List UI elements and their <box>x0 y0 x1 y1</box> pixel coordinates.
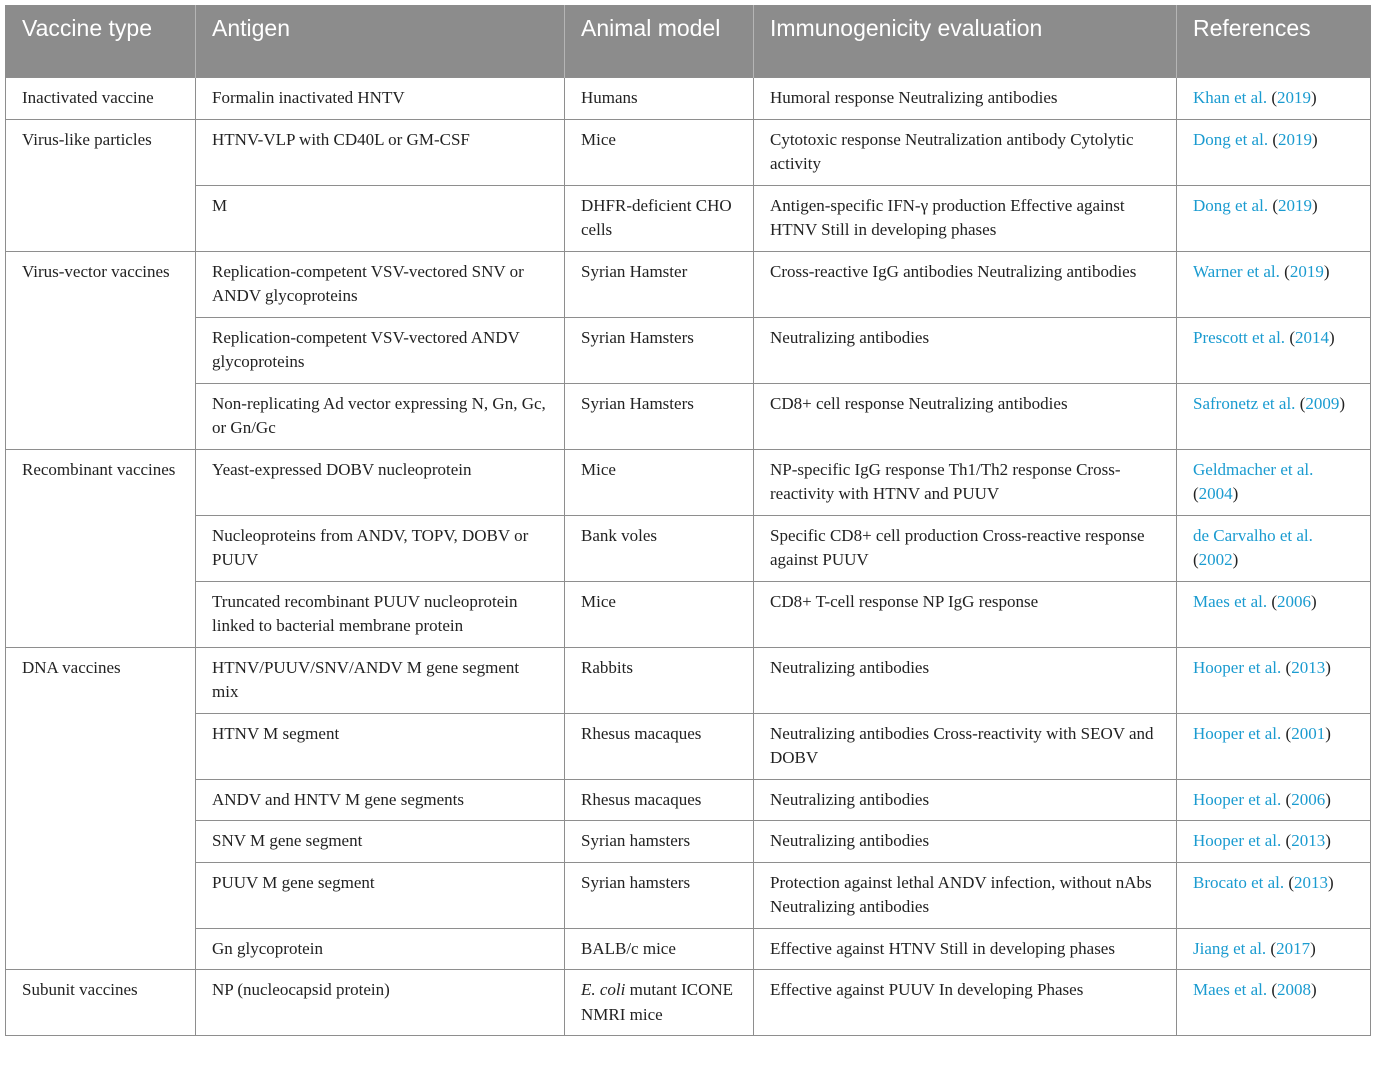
reference-cell: Khan et al. (2019) <box>1177 78 1371 120</box>
reference-cell: Maes et al. (2006) <box>1177 581 1371 647</box>
antigen-cell: Nucleoproteins from ANDV, TOPV, DOBV or PUUV <box>196 515 565 581</box>
reference-author-link[interactable]: Hooper et al. <box>1193 657 1282 677</box>
immunogenicity-cell: Effective against HTNV Still in developing phases <box>754 928 1177 970</box>
antigen-cell: HTNV M segment <box>196 713 565 779</box>
animal-model-cell: Humans <box>565 78 754 120</box>
table-row <box>6 185 1371 251</box>
header-antigen: Antigen <box>196 5 565 78</box>
vaccine-type-cell: Recombinant vaccines <box>6 449 196 647</box>
reference-cell: Hooper et al. (2006) <box>1177 779 1371 821</box>
reference-year-link[interactable]: 2019 <box>1289 261 1324 281</box>
immunogenicity-cell: Humoral response Neutralizing antibodies <box>754 78 1177 120</box>
reference-author-link[interactable]: Safronetz et al. <box>1193 393 1296 413</box>
table-row <box>6 862 1371 928</box>
table-body <box>6 78 1371 1036</box>
antigen-cell: Replication-competent VSV-vectored ANDV glycoproteins <box>196 317 565 383</box>
reference-year-link[interactable]: 2006 <box>1277 591 1312 611</box>
vaccine-type-cell: DNA vaccines <box>6 647 196 970</box>
immunogenicity-cell: Neutralizing antibodies Cross-reactivity with SEOV and DOBV <box>754 713 1177 779</box>
antigen-cell: HTNV/PUUV/SNV/ANDV M gene segment mix <box>196 647 565 713</box>
reference-year-link[interactable]: 2013 <box>1291 657 1326 677</box>
antigen-cell: SNV M gene segment <box>196 821 565 863</box>
immunogenicity-cell: CD8+ cell response Neutralizing antibodies <box>754 383 1177 449</box>
antigen-cell: Non-replicating Ad vector expressing N, Gn, Gc, or Gn/Gc <box>196 383 565 449</box>
reference-author-link[interactable]: Hooper et al. <box>1193 723 1282 743</box>
table-row <box>6 713 1371 779</box>
reference-author-link[interactable]: Maes et al. <box>1193 980 1268 999</box>
animal-model-cell: Rabbits <box>565 647 754 713</box>
antigen-cell: HTNV-VLP with CD40L or GM-CSF <box>196 119 565 185</box>
table-row <box>6 821 1371 863</box>
reference-cell: Hooper et al. (2013) <box>1177 647 1371 713</box>
animal-model-cell: Rhesus macaques <box>565 779 754 821</box>
table-row <box>6 515 1371 581</box>
antigen-cell: NP (nucleocapsid protein) <box>196 970 565 1036</box>
immunogenicity-cell: Cross-reactive IgG antibodies Neutralizing antibodies <box>754 251 1177 317</box>
vaccine-type-cell: Inactivated vaccine <box>6 78 196 120</box>
antigen-cell: Yeast-expressed DOBV nucleoprotein <box>196 449 565 515</box>
reference-cell: Geldmacher et al. (2004) <box>1177 449 1371 515</box>
reference-cell: Warner et al. (2019) <box>1177 251 1371 317</box>
animal-model-cell: Syrian hamsters <box>565 821 754 863</box>
animal-model-rest: mutant ICONE NMRI mice <box>581 980 734 1024</box>
reference-cell: Hooper et al. (2001) <box>1177 713 1371 779</box>
immunogenicity-cell: Specific CD8+ cell production Cross-reactive response against PUUV <box>754 515 1177 581</box>
animal-model-cell: BALB/c mice <box>565 928 754 970</box>
antigen-cell: Truncated recombinant PUUV nucleoprotein linked to bacterial membrane protein <box>196 581 565 647</box>
reference-year-link[interactable]: 2002 <box>1198 550 1233 569</box>
vaccine-table <box>5 5 1371 1036</box>
reference-year-link[interactable]: 2001 <box>1291 723 1326 743</box>
table-row <box>6 928 1371 970</box>
animal-model-cell: Syrian Hamsters <box>565 383 754 449</box>
reference-cell: de Carvalho et al. (2002) <box>1177 515 1371 581</box>
header-vaccine-type: Vaccine type <box>6 5 196 78</box>
table-row <box>6 647 1371 713</box>
reference-year-link[interactable]: 2013 <box>1291 831 1326 850</box>
antigen-cell: M <box>196 185 565 251</box>
immunogenicity-cell: Antigen-specific IFN-γ production Effective against HTNV Still in developing phases <box>754 185 1177 251</box>
table-row <box>6 78 1371 120</box>
table-row <box>6 119 1371 185</box>
table-row <box>6 970 1371 1036</box>
header-row <box>6 5 1371 78</box>
reference-author-link[interactable]: Prescott et al. <box>1193 327 1286 347</box>
animal-model-cell <box>565 970 754 1036</box>
reference-year-link[interactable]: 2019 <box>1277 88 1312 107</box>
table-row <box>6 383 1371 449</box>
reference-year-link[interactable]: 2014 <box>1294 327 1329 347</box>
reference-year-link[interactable]: 2006 <box>1291 789 1326 809</box>
reference-author-link[interactable]: de Carvalho et al. <box>1193 525 1313 545</box>
immunogenicity-cell: Protection against lethal ANDV infection, without nAbs Neutralizing antibodies <box>754 862 1177 928</box>
immunogenicity-cell: Neutralizing antibodies <box>754 317 1177 383</box>
reference-author-link[interactable]: Brocato et al. <box>1193 872 1285 892</box>
reference-author-link[interactable]: Khan et al. <box>1193 88 1268 107</box>
header-animal-model: Animal model <box>565 5 754 78</box>
immunogenicity-cell: Neutralizing antibodies <box>754 647 1177 713</box>
table-header <box>6 5 1371 78</box>
reference-cell: Hooper et al. (2013) <box>1177 821 1371 863</box>
antigen-cell: Formalin inactivated HNTV <box>196 78 565 120</box>
reference-author-link[interactable]: Hooper et al. <box>1193 831 1282 850</box>
reference-cell: Jiang et al. (2017) <box>1177 928 1371 970</box>
table-row <box>6 317 1371 383</box>
reference-author-link[interactable]: Maes et al. <box>1193 591 1268 611</box>
reference-cell: Maes et al. (2008) <box>1177 970 1371 1036</box>
table-row <box>6 449 1371 515</box>
animal-model-cell: Mice <box>565 449 754 515</box>
animal-model-cell: Mice <box>565 581 754 647</box>
animal-model-cell: Rhesus macaques <box>565 713 754 779</box>
animal-model-cell: Bank voles <box>565 515 754 581</box>
header-references: References <box>1177 5 1371 78</box>
vaccine-type-cell: Virus-vector vaccines <box>6 251 196 449</box>
table-row <box>6 779 1371 821</box>
reference-year-link[interactable]: 2017 <box>1276 938 1311 958</box>
animal-model-cell: Syrian Hamster <box>565 251 754 317</box>
reference-author-link[interactable]: Jiang et al. <box>1193 938 1267 958</box>
reference-year-link[interactable]: 2008 <box>1277 980 1312 999</box>
reference-cell: Dong et al. (2019) <box>1177 119 1371 185</box>
reference-cell: Dong et al. (2019) <box>1177 185 1371 251</box>
reference-year-link[interactable]: 2019 <box>1278 129 1312 149</box>
immunogenicity-cell: CD8+ T-cell response NP IgG response <box>754 581 1177 647</box>
immunogenicity-cell: Cytotoxic response Neutralization antibody Cytolytic activity <box>754 119 1177 185</box>
animal-model-cell: Syrian Hamsters <box>565 317 754 383</box>
reference-author-link[interactable]: Warner et al. <box>1193 261 1280 281</box>
header-immunogenicity: Immunogenicity evaluation <box>754 5 1177 78</box>
immunogenicity-cell: Neutralizing antibodies <box>754 779 1177 821</box>
antigen-cell: ANDV and HNTV M gene segments <box>196 779 565 821</box>
reference-cell: Safronetz et al. (2009) <box>1177 383 1371 449</box>
reference-year-link[interactable]: 2004 <box>1198 484 1233 503</box>
vaccine-type-cell: Virus-like particles <box>6 119 196 251</box>
antigen-cell: PUUV M gene segment <box>196 862 565 928</box>
antigen-cell: Replication-competent VSV-vectored SNV or ANDV glycoproteins <box>196 251 565 317</box>
table-row <box>6 251 1371 317</box>
immunogenicity-cell: NP-specific IgG response Th1/Th2 response Cross-reactivity with HTNV and PUUV <box>754 449 1177 515</box>
animal-model-cell: DHFR-deficient CHO cells <box>565 185 754 251</box>
reference-year-link[interactable]: 2013 <box>1294 872 1329 892</box>
reference-cell: Brocato et al. (2013) <box>1177 862 1371 928</box>
reference-author-link[interactable]: Dong et al. <box>1193 129 1269 149</box>
table-row <box>6 581 1371 647</box>
reference-author-link[interactable]: Geldmacher et al. <box>1193 459 1314 479</box>
antigen-cell: Gn glycoprotein <box>196 928 565 970</box>
immunogenicity-cell: Effective against PUUV In developing Phases <box>754 970 1177 1036</box>
immunogenicity-cell: Neutralizing antibodies <box>754 821 1177 863</box>
reference-author-link[interactable]: Hooper et al. <box>1193 789 1282 809</box>
vaccine-type-cell: Subunit vaccines <box>6 970 196 1036</box>
animal-model-cell: Syrian hamsters <box>565 862 754 928</box>
reference-author-link[interactable]: Dong et al. <box>1193 195 1269 215</box>
animal-model-italic: E. coli <box>581 980 626 999</box>
reference-cell: Prescott et al. (2014) <box>1177 317 1371 383</box>
reference-year-link[interactable]: 2019 <box>1278 195 1312 215</box>
animal-model-cell: Mice <box>565 119 754 185</box>
reference-year-link[interactable]: 2009 <box>1305 393 1340 413</box>
